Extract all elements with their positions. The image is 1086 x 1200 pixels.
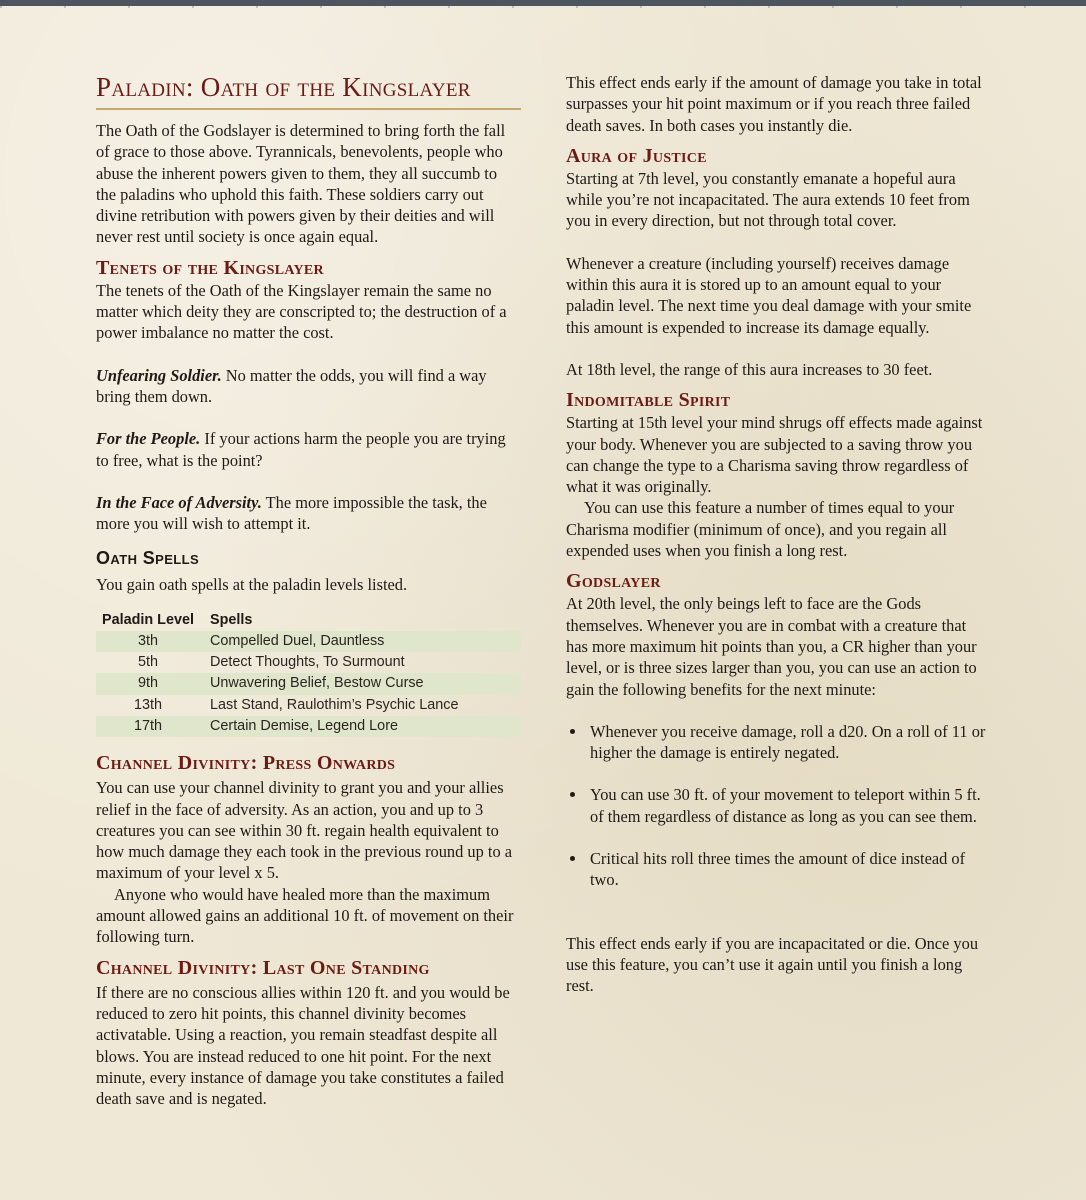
list-item [590,848,991,891]
list-item [590,784,991,827]
tenet-text: The more impossible the task, the more you will wish to attempt it. [96,492,487,534]
indomitable-paragraph-1: Starting at 15th level your mind shrugs off effects made against your body. Whenever you are subjected to a saving throw you can change the type to a Charisma saving throw regardless of what it was originally. [566,413,983,497]
list-item-text: You can use 30 ft. of your movement to teleport within 5 ft. of them regardless of distance as long as you can see them. [590,785,981,826]
oath-spells-paragraph: You gain oath spells at the paladin levels listed. [96,575,408,595]
page-title: Paladin: Oath of the Kingslayer [96,72,471,102]
aura-paragraph-3: At 18th level, the range of this aura increases to 30 feet. [566,359,933,379]
table-cell-level: 17th [96,716,200,737]
table-row [96,695,521,716]
intro-paragraph: The Oath of the Godslayer is determined to bring forth the fall of grace to those above. Tyrannicals, benevolents, people who abuse the inherent powers given to them, they all succumb to the paladins who uphold this faith. These soldiers carry out divine retribution with powers given by their deities and will never rest until society is once again equal. [96,121,506,247]
tenet-text: No matter the odds, you will find a way bring them down. [96,365,487,406]
table-cell-spells: Certain Demise, Legend Lore [200,716,521,737]
tenet-name: Unfearing Soldier. [96,365,222,385]
tenet-unfearing-soldier [96,365,521,408]
tenet-face-of-adversity [96,492,521,535]
table-cell-spells: Detect Thoughts, To Surmount [210,654,405,671]
table-header-row [96,610,521,631]
table-cell-spells: Unwavering Belief, Bestow Curse [200,673,521,694]
title-underline [96,108,521,110]
godslayer-heading: Godslayer [566,570,661,593]
oath-spells-table [96,610,521,737]
table-row [96,716,521,737]
list-item-text: Critical hits roll three times the amount of dice instead of two. [590,849,966,890]
aura-paragraph-2: Whenever a creature (including yourself) receives damage within this aura it is stored up to an amount equal to your paladin level. The next time you deal damage with your smite this amount is expended to increase its damage equally. [566,253,972,337]
godslayer-paragraph-2: This effect ends early if you are incapacitated or die. Once you use this feature, you can’t use it again until you finish a long rest. [566,933,979,996]
table-row [96,652,521,673]
right-column [566,72,991,997]
table-header-level: Paladin Level [102,611,194,628]
table-row [96,673,521,694]
table-cell-spells: Compelled Duel, Dauntless [200,631,521,652]
last-one-standing-paragraph-2: This effect ends early if the amount of damage you take in total surpasses your hit point maximum or if you reach three failed death saves. In both cases you instantly die. [566,73,982,135]
godslayer-benefits-list [566,721,991,891]
list-item-text: Whenever you receive damage, roll a d20. On a roll of 11 or higher the damage is entirely negated. [590,721,986,763]
indomitable-spirit-heading: Indomitable Spirit [566,389,731,412]
indomitable-paragraph-2: You can use this feature a number of times equal to your Charisma modifier (minimum of once), and you regain all expended uses when you finish a long rest. [566,498,955,561]
tenets-paragraph: The tenets of the Oath of the Kingslayer remain the same no matter which deity they are conscripted to; the destruction of a power imbalance no matter the cost. [96,280,507,343]
tenet-name: For the People. [96,429,201,449]
table-header-spells: Spells [210,611,253,628]
top-strip-ticks [0,6,1086,8]
left-column [96,72,521,1109]
aura-of-justice-heading: Aura of Justice [566,144,707,167]
last-one-standing-paragraph-1: If there are no conscious allies within 120 ft. and you would be reduced to zero hit points, this channel divinity becomes activatable. Using a reaction, you remain steadfast despite all blows. You are instead reduced to one hit point. For the next minute, every instance of damage you take constitutes a failed death save and is negated. [96,982,510,1109]
bullet-icon [570,856,575,861]
bullet-icon [570,792,575,797]
press-onwards-paragraph-2: Anyone who would have healed more than the maximum amount allowed gains an additional 10 ft. of movement on their following turn. [96,884,514,947]
table-cell-spells: Last Stand, Raulothim’s Psychic Lance [210,696,459,713]
tenets-heading: Tenets of the Kingslayer [96,256,324,279]
aura-paragraph-1: Starting at 7th level, you constantly emanate a hopeful aura while you’re not incapacitated. The aura extends 10 feet from you in every direction, but not through total cover. [566,168,970,231]
press-onwards-heading: Channel Divinity: Press Onwards [96,752,396,775]
table-cell-level: 3th [96,631,200,652]
oath-spells-heading: Oath Spells [96,548,200,569]
table-cell-level: 13th [133,696,162,713]
tenet-text: If your actions harm the people you are trying to free, what is the point? [96,429,506,470]
last-one-standing-heading: Channel Divinity: Last One Standing [96,956,430,979]
bullet-icon [570,729,575,734]
tenet-name: In the Face of Adversity. [96,492,262,512]
table-cell-level: 5th [137,654,158,671]
press-onwards-paragraph-1: You can use your channel divinity to grant you and your allies relief in the face of adversity. As an action, you and up to 3 creatures you can see within 30 ft. regain health equivalent to how much damage they each took in the previous round up to a maximum of your level x 5. [96,778,513,883]
table-cell-level: 9th [96,673,200,694]
list-item [590,721,991,764]
godslayer-paragraph-1: At 20th level, the only beings left to face are the Gods themselves. Whenever you are in combat with a creature that has more maximum hit points than you, a CR higher than your level, or is three sizes larger than you, you can use an action to gain the following benefits for the next minute: [566,594,977,699]
table-row [96,631,521,652]
tenet-for-the-people [96,428,521,471]
